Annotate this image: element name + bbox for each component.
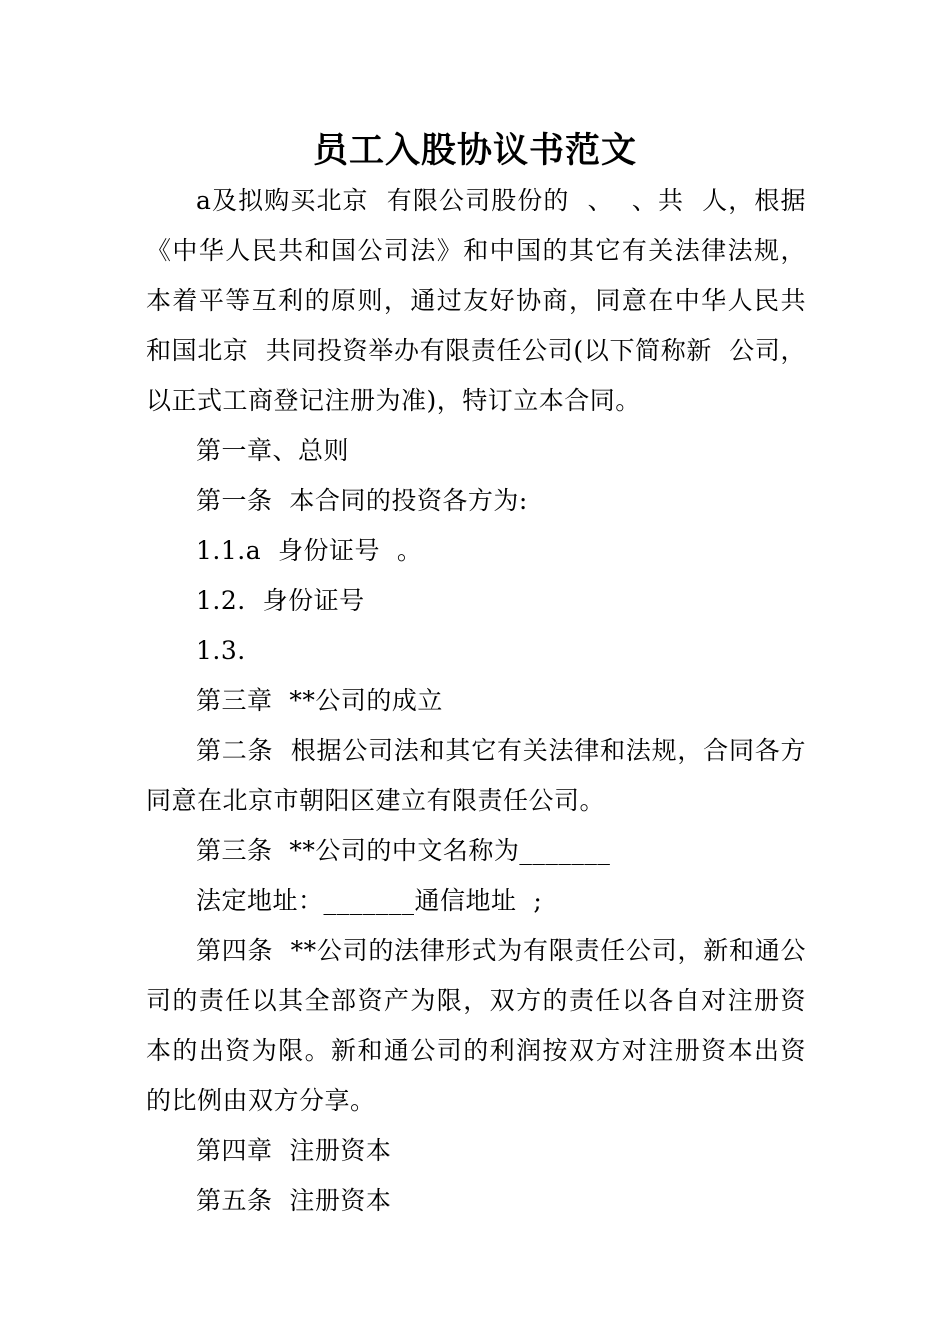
party-item: 1.2. 身份证号 — [196, 586, 365, 615]
article-paragraph: 第四条 **公司的法律形式为有限责任公司，新和通公司的责任以其全部资产为限，双方的责任以各自对注册资本的出资为限。新和通公司的利润按双方对注册资本出资的比例由双方分享。 — [146, 936, 806, 1115]
chapter-heading: 第三章 **公司的成立 — [196, 686, 443, 715]
intro-paragraph: a及拟购买北京 有限公司股份的 、 、共 人，根据《中华人民共和国公司法》和中国的其它有关法律法规，本着平等互利的原则，通过友好协商，同意在中华人民共和国北京 共同投资举办有限责任公司(以下简称新 公司，以正式工商登记注册为准)，特订立本合同。 — [146, 186, 806, 415]
party-item: 1.1.a 身份证号 。 — [196, 536, 423, 565]
article-paragraph: 第一条 本合同的投资各方为: — [196, 486, 528, 515]
article-paragraph: 第二条 根据公司法和其它有关法律和法规，合同各方同意在北京市朝阳区建立有限责任公司。 — [146, 736, 806, 815]
address-line: 法定地址：_______通信地址 ; — [196, 886, 543, 915]
article-paragraph: 第三条 **公司的中文名称为_______ — [196, 836, 611, 865]
document-body — [146, 176, 806, 1226]
chapter-heading: 第四章 注册资本 — [196, 1136, 392, 1165]
article-paragraph: 第五条 注册资本 — [196, 1186, 392, 1215]
chapter-heading: 第一章、总则 — [196, 436, 350, 465]
party-item: 1.3. — [196, 636, 246, 665]
document-title: 员工入股协议书范文 — [312, 131, 637, 171]
